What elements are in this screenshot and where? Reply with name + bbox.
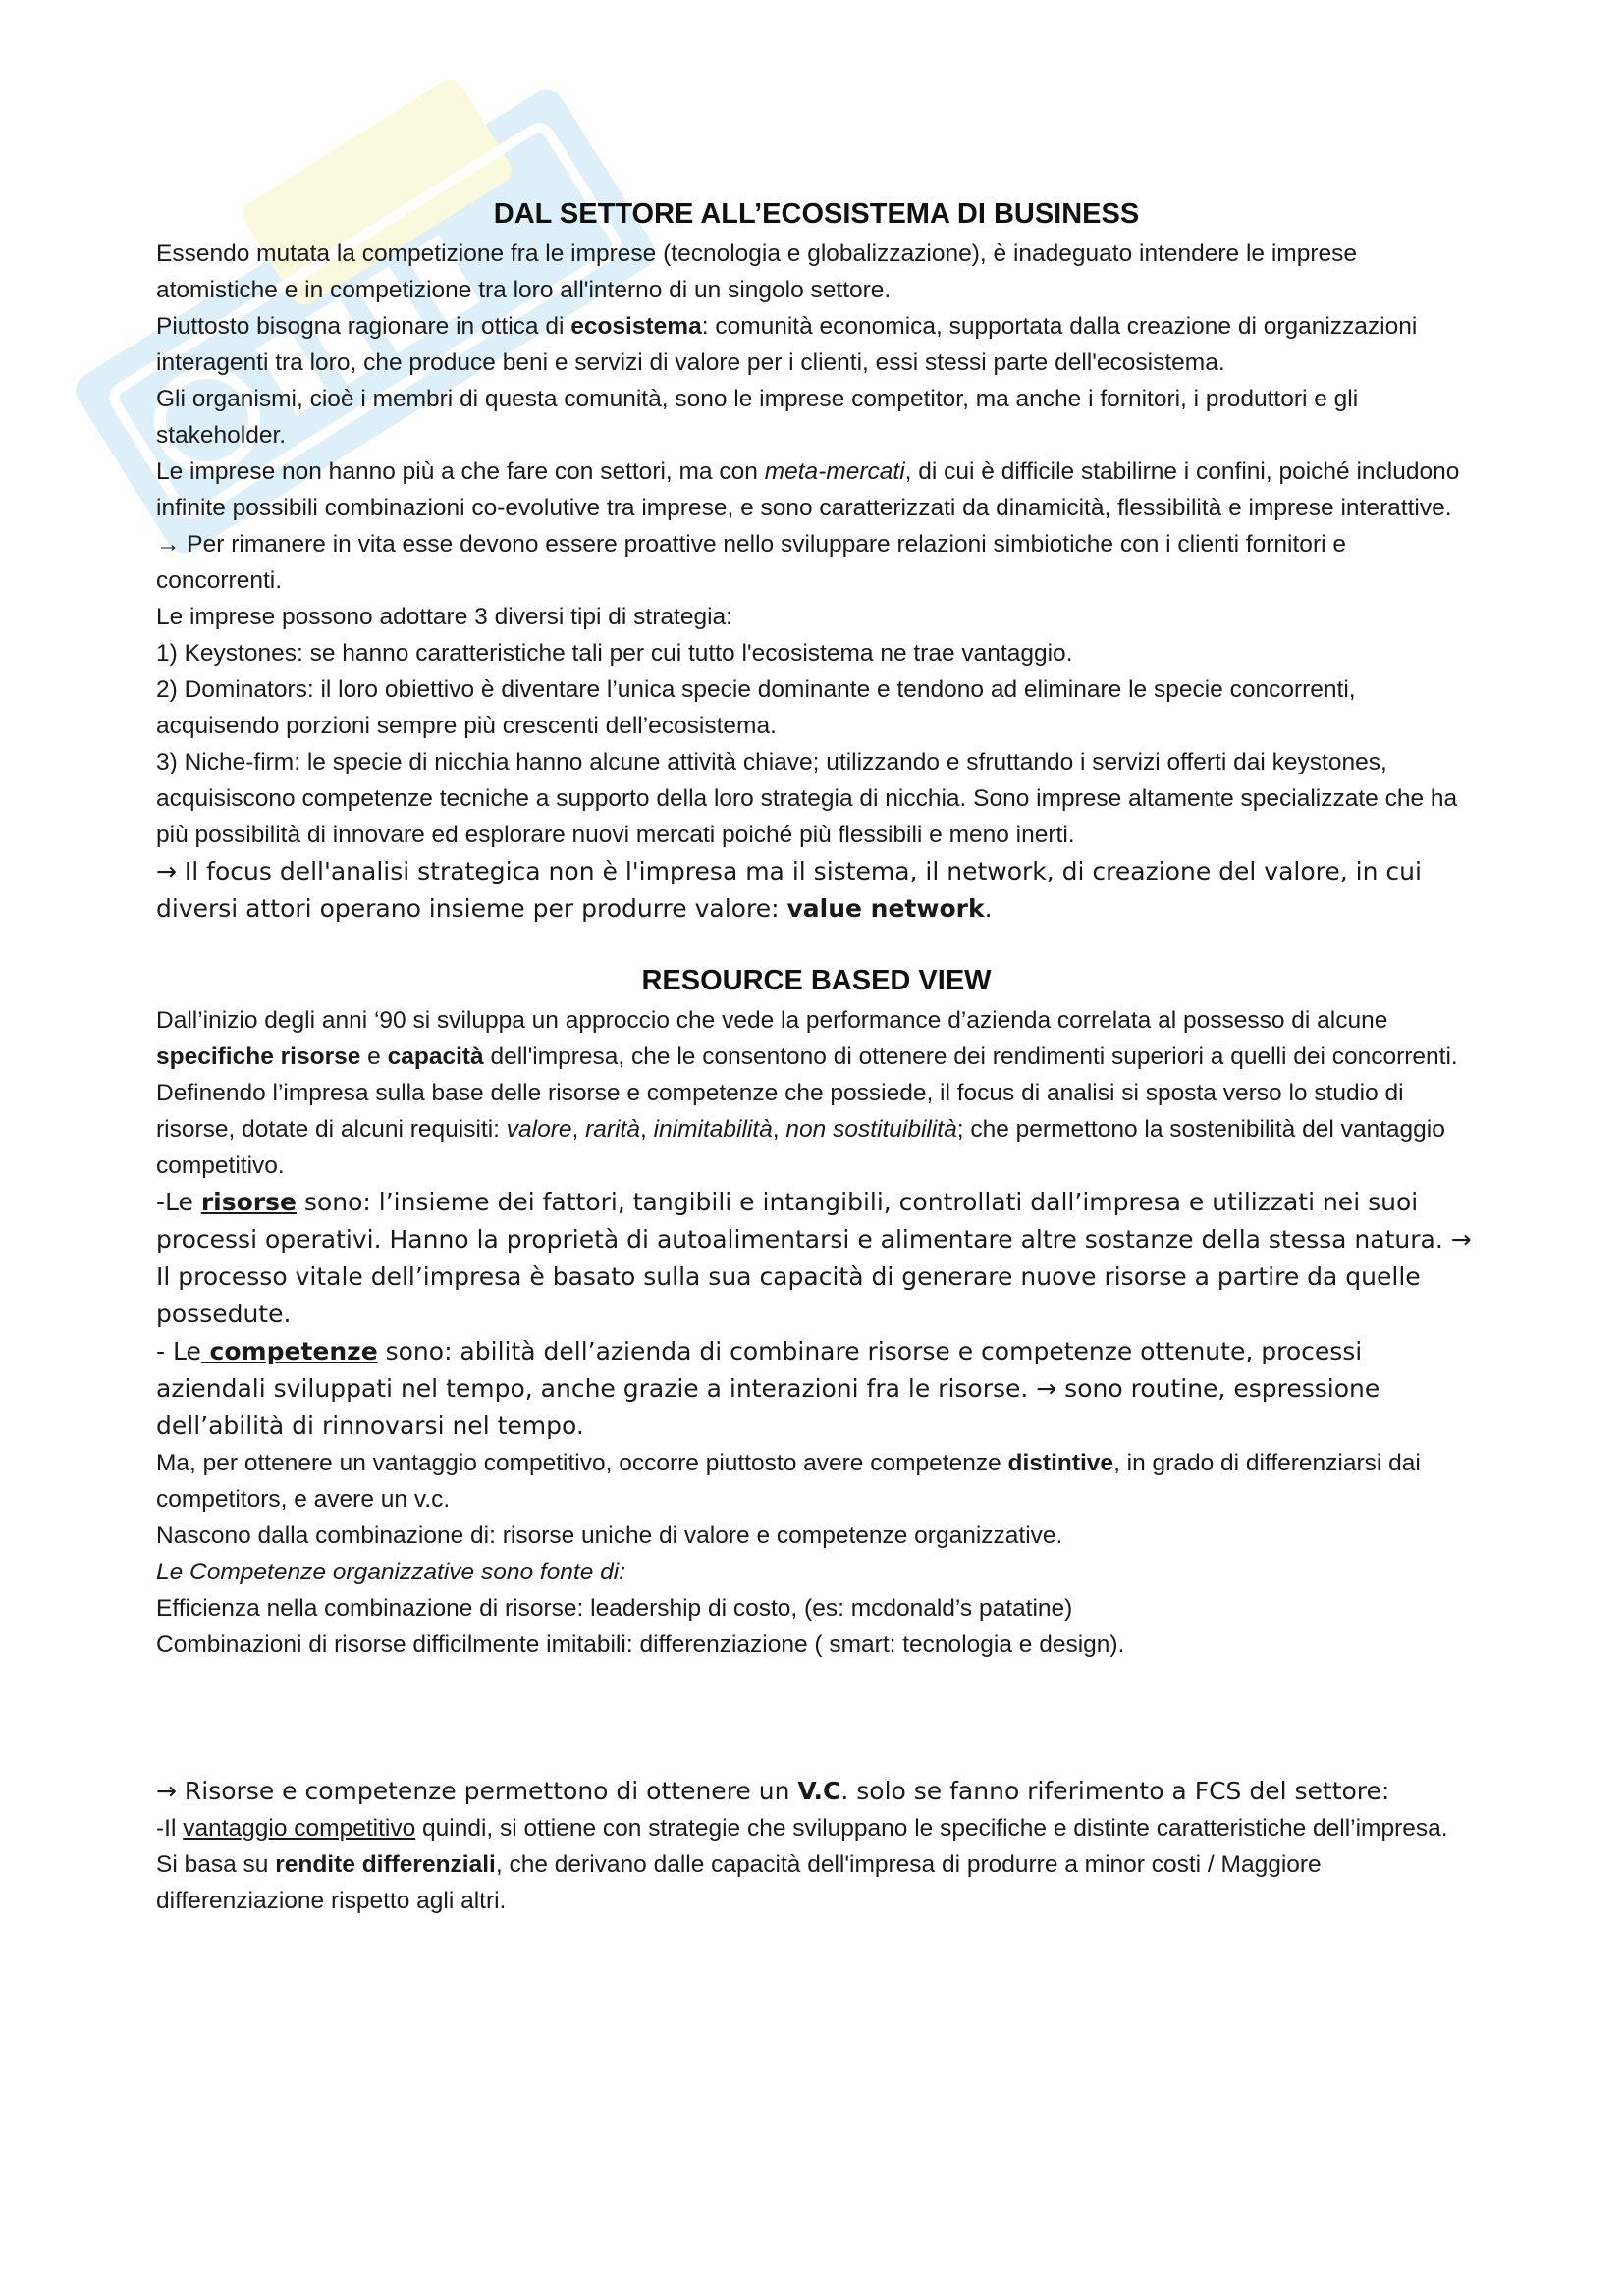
paragraph: → Il focus dell'analisi strategica non è l'impresa ma il sistema, il network, di creazione del valore, in cui diversi attori operano insieme per produrre valore: value network. (156, 857, 1422, 923)
paragraph: Definendo l’impresa sulla base delle risorse e competenze che possiede, il focus di analisi si sposta verso lo studio di risorse, dotate di alcuni requisiti: valore, rarità, inimitabilità, non sostituibilità; che permettono la sostenibilità del vantaggio competitivo. (156, 1080, 1445, 1179)
paragraph: Piuttosto bisogna ragionare in ottica di ecosistema: comunità economica, supportata dalla creazione di organizzazioni interagenti tra loro, che produce beni e servizi di valore per i clienti, essi stessi parte dell'ecosistema. (156, 313, 1418, 376)
paragraph: → Risorse e competenze permettono di ottenere un V.C. solo se fanno riferimento a FCS del settore: (156, 1777, 1390, 1805)
paragraph: Ma, per ottenere un vantaggio competitivo, occorre piuttosto avere competenze distintive, in grado di differenziarsi dai competitors, e avere un v.c. (156, 1450, 1421, 1513)
list-item: 3) Niche-firm: le specie di nicchia hanno alcune attività chiave; utilizzando e sfruttando i servizi offerti dai keystones, acquisiscono competenze tecniche a supporto della loro strategia di nicchia. Sono imprese altamente specializzate che ha più possibilità di innovare ed esplorare nuovi mercati poiché più flessibili e meno inerti. (156, 749, 1458, 848)
list-item: 2) Dominators: il loro obiettivo è diventare l’unica specie dominante e tendono ad eliminare le specie concorrenti, acquisendo porzioni sempre più crescenti dell’ecosistema. (156, 676, 1356, 739)
paragraph: Essendo mutata la competizione fra le imprese (tecnologia e globalizzazione), è inadeguato intendere le imprese atomistiche e in competizione tra loro all'interno di un singolo settore. (156, 240, 1357, 303)
paragraph: Combinazioni di risorse difficilmente imitabili: differenziazione ( smart: tecnologia e design). (156, 1631, 1125, 1658)
paragraph: Si basa su rendite differenziali, che derivano dalle capacità dell'impresa di produrre a minor costi / Maggiore differenziazione rispetto agli altri. (156, 1851, 1322, 1914)
paragraph: Dall’inizio degli anni ‘90 si sviluppa un approccio che vede la performance d’azienda correlata al possesso di alcune specifiche risorse e capacità dell'impresa, che le consentono di ottenere dei rendimenti superiori a quelli dei concorrenti. (156, 1007, 1458, 1070)
section-title-ecosistema: DAL SETTORE ALL’ECOSISTEMA DI BUSINESS (493, 198, 1140, 230)
list-item: 1) Keystones: se hanno caratteristiche tali per cui tutto l'ecosistema ne trae vantaggio. (156, 640, 1073, 667)
paragraph: → Per rimanere in vita esse devono essere proattive nello sviluppare relazioni simbiotiche con i clienti fornitori e concorrenti. (156, 531, 1346, 594)
paragraph: -Le risorse sono: l’insieme dei fattori, tangibili e intangibili, controllati dall’impresa e utilizzati nei suoi processi operativi. Hanno la proprietà di autoalimentarsi e alimentare altre sostanze della stessa natura. → Il processo vitale dell’impresa è basato sulla sua capacità di generare nuove risorse a partire da quelle possedute. (156, 1188, 1472, 1328)
paragraph: Le imprese possono adottare 3 diversi tipi di strategia: (156, 604, 732, 630)
paragraph: - Le competenze sono: abilità dell’azienda di combinare risorse e competenze ottenute, processi aziendali sviluppati nel tempo, anche grazie a interazioni fra le risorse. → sono routine, espressione dell’abilità di rinnovarsi nel tempo. (156, 1337, 1380, 1440)
paragraph: Efficienza nella combinazione di risorse: leadership di costo, (es: mcdonald’s patatine) (156, 1595, 1073, 1622)
document-page (156, 192, 1477, 1919)
paragraph: Nascono dalla combinazione di: risorse uniche di valore e competenze organizzative. (156, 1522, 1063, 1549)
paragraph: -Il vantaggio competitivo quindi, si ottiene con strategie che sviluppano le specifiche e distinte caratteristiche dell’impresa. (156, 1815, 1448, 1842)
paragraph: Gli organismi, cioè i membri di questa comunità, sono le imprese competitor, ma anche i fornitori, i produttori e gli stakeholder. (156, 386, 1359, 449)
section-title-resource-based-view: RESOURCE BASED VIEW (641, 965, 992, 996)
paragraph: Le Competenze organizzative sono fonte di: (156, 1559, 626, 1585)
spacer (156, 1663, 1477, 1773)
paragraph: Le imprese non hanno più a che fare con settori, ma con meta-mercati, di cui è difficile stabilirne i confini, poiché includono infinite possibili combinazioni co-evolutive tra imprese, e sono caratterizzati da dinamicità, flessibilità e imprese interattive. (156, 458, 1460, 521)
